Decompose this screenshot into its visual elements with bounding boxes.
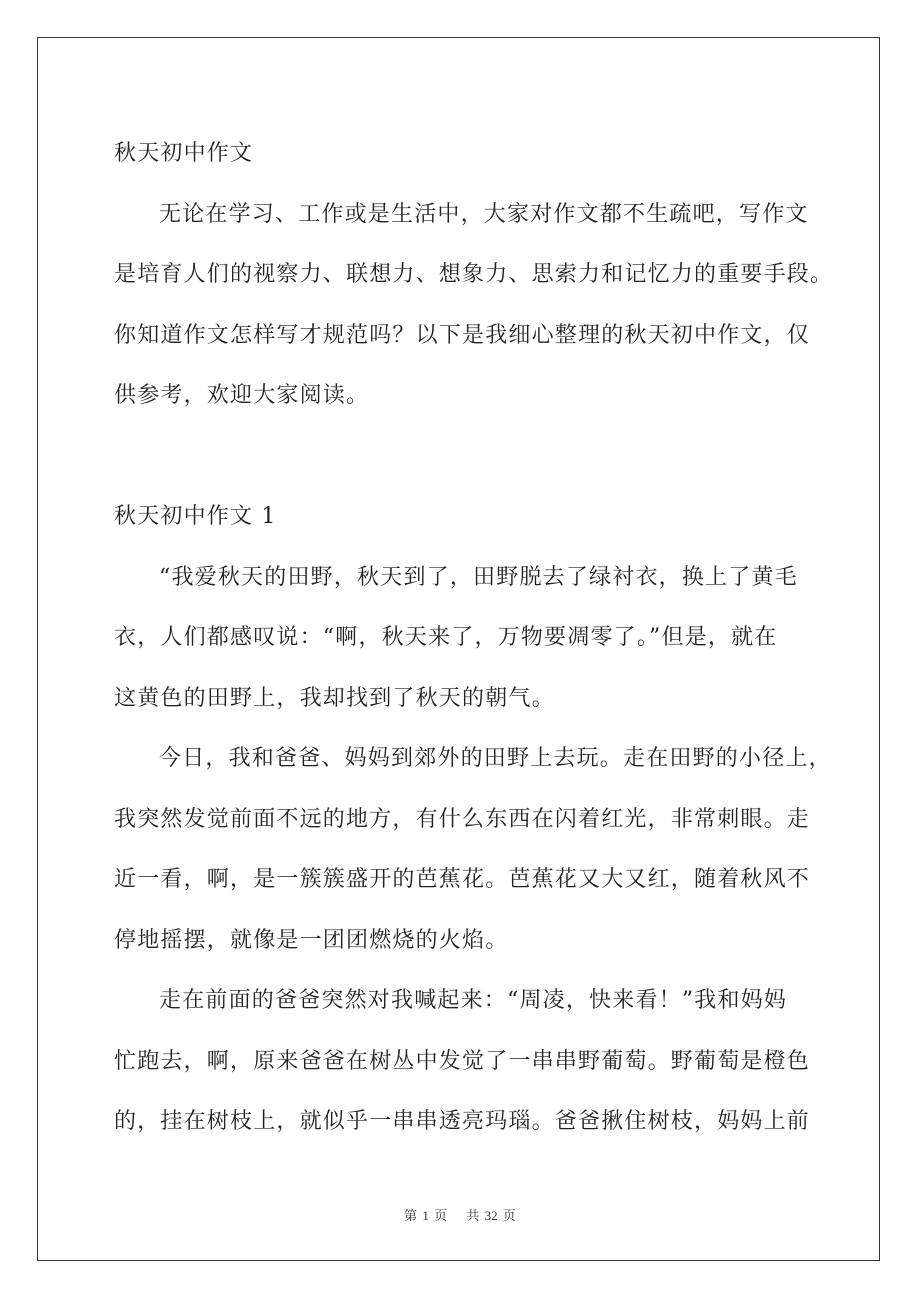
- page-number-current: 第 1 页: [404, 1208, 448, 1223]
- intro-line: 是培育人们的视察力、联想力、想象力、思索力和记忆力的重要手段。: [114, 262, 834, 287]
- intro-line: 供参考，欢迎大家阅读。: [114, 383, 370, 408]
- paragraph-line: “我爱秋天的田野，秋天到了，田野脱去了绿衬衣，换上了黄毛: [159, 564, 798, 590]
- section-gap: [114, 427, 814, 488]
- paragraph-line: 走在前面的爸爸突然对我喊起来：“周凌，快来看！”我和妈妈: [159, 988, 788, 1013]
- document-title: 秋天初中作文: [114, 141, 254, 166]
- paragraph-line: 忙跑去，啊，原来爸爸在树丛中发觉了一串串野葡萄。野葡萄是橙色: [114, 1048, 811, 1074]
- paragraph-line: 的，挂在树枝上，就似乎一串串透亮玛瑙。爸爸揪住树枝，妈妈上前: [114, 1109, 811, 1134]
- paragraph-line: 近一看，啊，是一簇簇盛开的芭蕉花。芭蕉花又大又红，随着秋风不: [114, 867, 811, 892]
- paragraph-line: 我突然发觉前面不远的地方，有什么东西在闪着红光，非常刺眼。走: [114, 806, 811, 832]
- document-body: [114, 124, 834, 1153]
- page-number-total: 共 32 页: [466, 1208, 516, 1223]
- paragraph-line: 停地摇摆，就像是一团团燃烧的火焰。: [114, 927, 509, 953]
- paragraph-line: 这黄色的田野上，我却找到了秋天的朝气。: [114, 685, 555, 711]
- intro-line: 无论在学习、工作或是生活中，大家对作文都不生疏吧，写作文: [159, 201, 809, 227]
- paragraph-line: 今日，我和爸爸、妈妈到郊外的田野上去玩。走在田野的小径上，: [159, 746, 832, 771]
- paragraph-line: 衣，人们都感叹说：“啊，秋天来了，万物要凋零了。”但是，就在: [114, 625, 778, 650]
- section-title: 秋天初中作文 1: [114, 504, 277, 529]
- intro-line: 你知道作文怎样写才规范吗？以下是我细心整理的秋天初中作文，仅: [114, 322, 811, 348]
- page-footer: [0, 1205, 920, 1224]
